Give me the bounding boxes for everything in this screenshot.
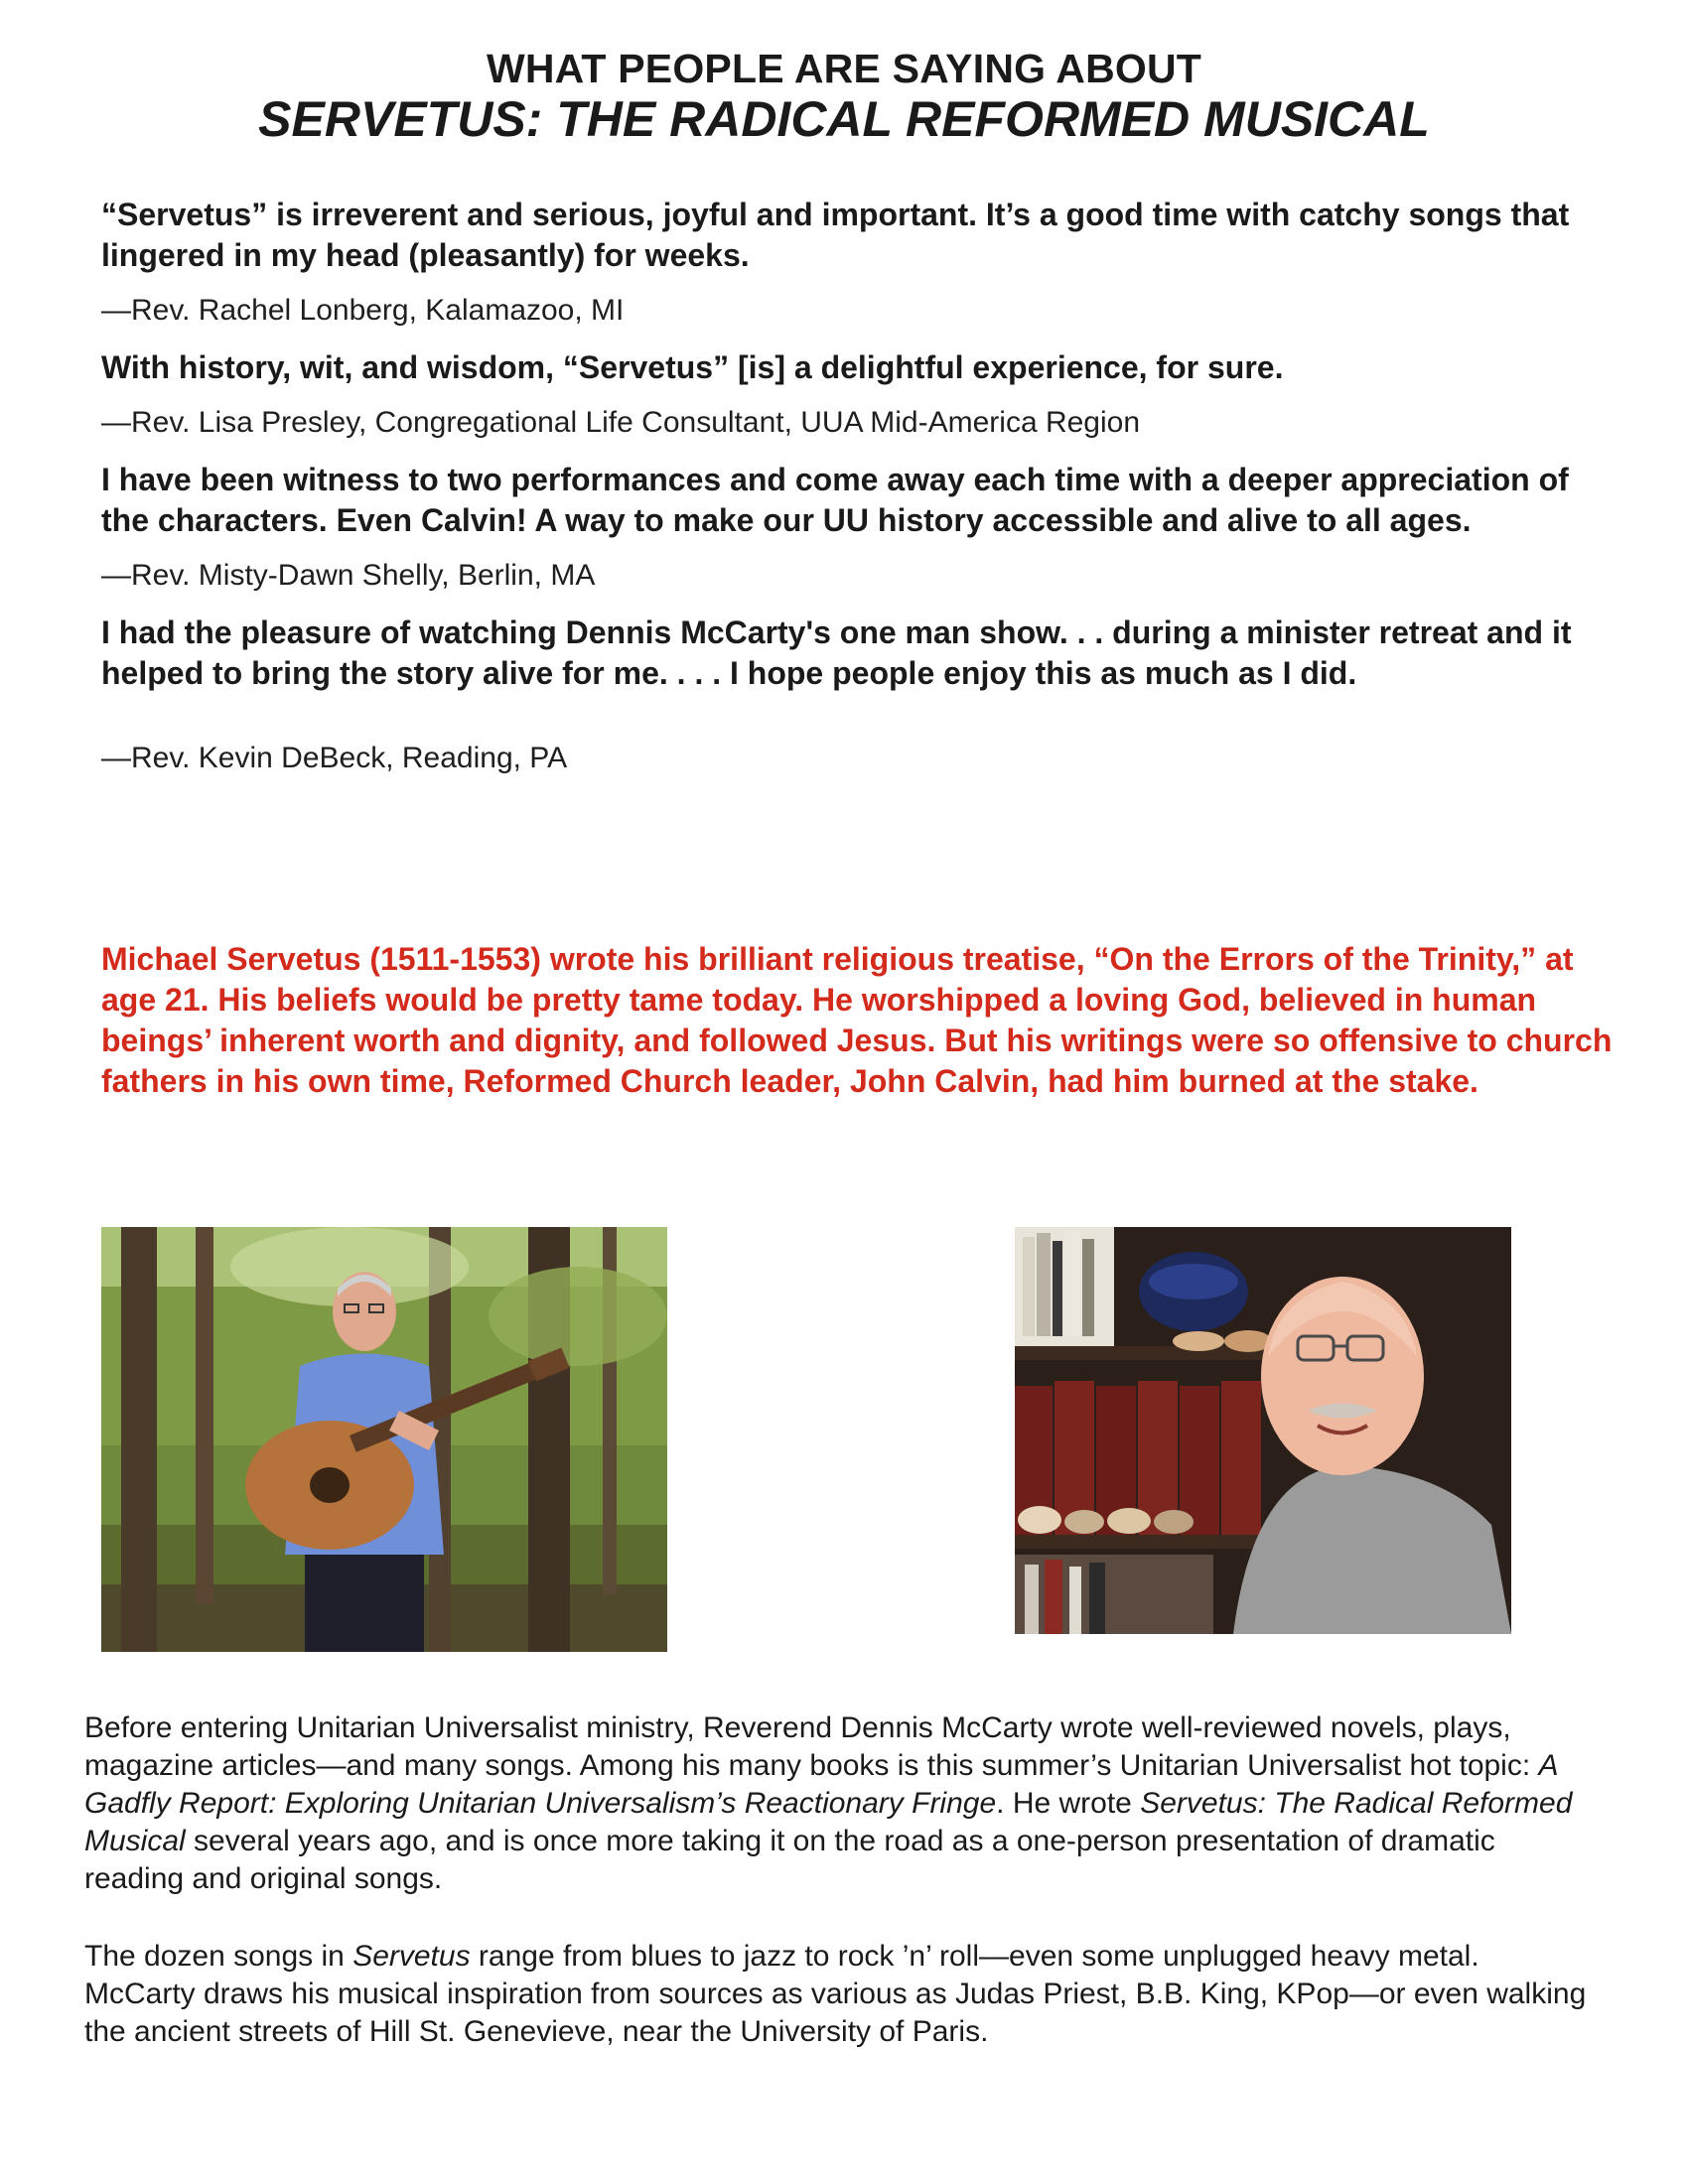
forest-photo-illustration — [101, 1227, 667, 1652]
bio-text: Before entering Unitarian Universalist ministry, Reverend Dennis McCarty wrote well-reviewed novels, plays, magazine articles—and many songs. Among his many books is this summer’s Unitarian Universalist hot topic: — [84, 1711, 1539, 1782]
testimonial-attribution: —Rev. Misty-Dawn Shelly, Berlin, MA — [101, 559, 596, 592]
book-title: A Gadfly Report: Exploring Unitarian Universalism’s Reactionary Fringe — [84, 1749, 1558, 1820]
bio-paragraph — [84, 1709, 1594, 1898]
musical-title: Servetus — [352, 1940, 471, 1973]
testimonials — [101, 195, 1611, 795]
testimonial-attribution: —Rev. Rachel Lonberg, Kalamazoo, MI — [101, 294, 625, 327]
page-title: SERVETUS: THE RADICAL REFORMED MUSICAL — [258, 91, 1430, 147]
bio-text: The dozen songs in — [84, 1940, 353, 1973]
header-kicker: WHAT PEOPLE ARE SAYING ABOUT — [486, 46, 1202, 91]
bio-text: . He wrote — [996, 1787, 1141, 1820]
servetus-summary: Michael Servetus (1511-1553) wrote his brilliant religious treatise, “On the Errors of the Trinity,” at age 21. His beliefs would be pretty tame today. He worshipped a loving God, believed in human beings’ inherent worth and dignity, and followed Jesus. But his writings were so offensive to church fathers in his own time, Reformed Church leader, John Calvin, had him burned at the stake. — [101, 941, 1613, 1099]
bio-text: range from blues to jazz to rock ’n’ roll—even some unplugged heavy metal. McCarty draws his musical inspiration from sources as various as Judas Priest, B.B. King, KPop—or even walking the ancient streets of Hill St. Genevieve, near the University of Paris. — [84, 1940, 1587, 2048]
bio-paragraph — [84, 1938, 1594, 2051]
testimonial-quote: “Servetus” is irreverent and serious, joyful and important. It’s a good time with catchy songs that lingered in my head (pleasantly) for weeks. — [101, 197, 1570, 273]
testimonial-attribution: —Rev. Kevin DeBeck, Reading, PA — [101, 742, 568, 774]
photo-guitar-forest — [101, 1227, 667, 1652]
testimonial-quote: With history, wit, and wisdom, “Servetus” [is] a delightful experience, for sure. — [101, 349, 1284, 385]
testimonial-quote: I have been witness to two performances and come away each time with a deeper appreciation of the characters. Even Calvin! A way to make our UU history accessible and alive to all ages. — [101, 462, 1569, 538]
author-bio — [84, 1709, 1594, 2091]
page-header — [0, 46, 1688, 147]
bio-text: several years ago, and is once more taking it on the road as a one-person presentation of dramatic reading and original songs. — [84, 1825, 1495, 1895]
testimonial-attribution: —Rev. Lisa Presley, Congregational Life Consultant, UUA Mid-America Region — [101, 406, 1141, 439]
bookshelf-photo-illustration — [1015, 1227, 1511, 1634]
musical-title: Servetus: The Radical Reformed Musical — [84, 1787, 1573, 1857]
photo-bookshelf-portrait — [1015, 1227, 1511, 1634]
testimonial-quote: I had the pleasure of watching Dennis McCarty's one man show. . . during a minister retreat and it helped to bring the story alive for me. . . . I hope people enjoy this as much as I did. — [101, 614, 1572, 691]
